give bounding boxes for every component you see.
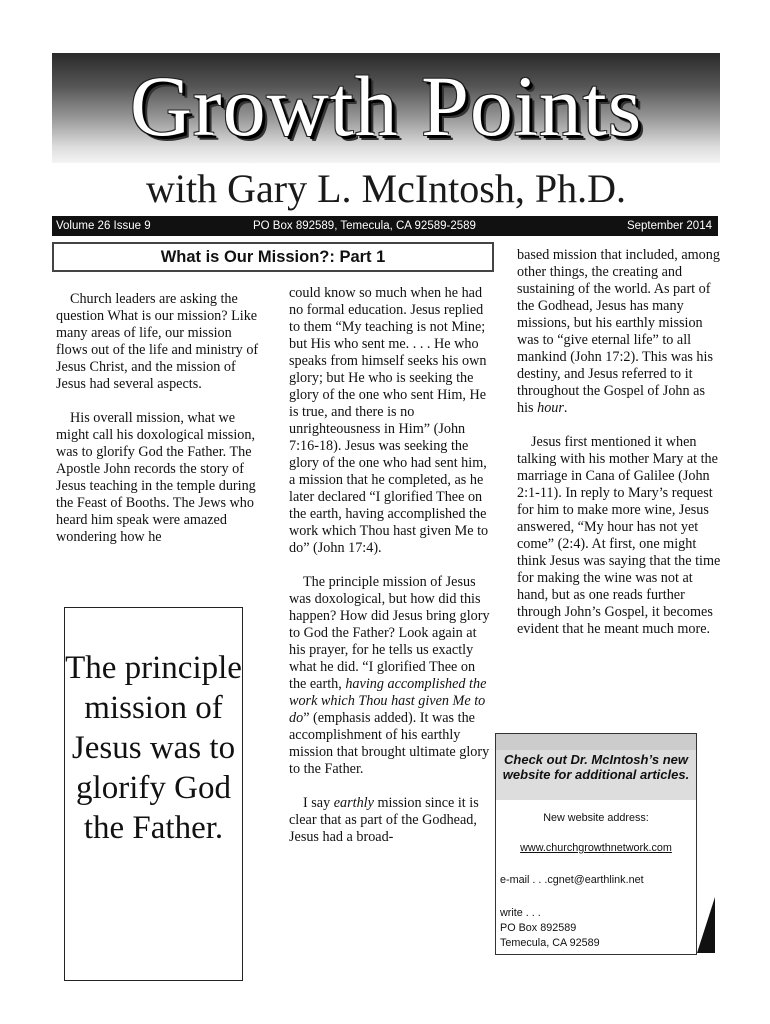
paragraph: could know so much when he had no formal education. Jesus replied to them “My teaching is not Mine; but His who sent me. . . . He who speaks from himself seeks his own glory; but He who is seeking the glory of the one who sent Him, He is true, and there is no unrighteousness in Him” (John 7:16-18). Jesus was seeking the glory of the one who had sent him, a mission that he completed, as he later declared “I glorified Thee on the earth, having accomplished the work which Thou hast given Me to do” (John 17:4). [289,285,489,556]
issue-date: September 2014 [626,220,712,232]
paragraph [517,247,722,417]
author-byline: with Gary L. McIntosh, Ph.D. [146,166,626,211]
text-span: The principle mission of Jesus was doxological, but how did this happen? How did Jesus bring glory to God the Father? Look again at his prayer, for he tells us exactly what he did. “I glorified Thee on the earth, [289,574,490,692]
website-label: New website address: [543,812,649,824]
website-url-link[interactable]: www.churchgrowthnetwork.com [520,842,672,854]
article-column-2 [289,285,494,846]
italic-text: hour [537,400,564,416]
issue-volume: Volume 26 Issue 9 [56,220,151,232]
italic-text: earthly [333,795,374,811]
text-span: I say [303,795,334,811]
newsletter-title: Growth Points [129,58,643,154]
text-span: ” (emphasis added). It was the accomplishment of his earthly mission that brought ultimate glory to the Father. [289,710,490,777]
website-info-box [495,733,697,955]
paragraph: Jesus first mentioned it when talking with his mother Mary at the marriage in Cana of Galilee (John 2:1-11). In reply to Mary’s request for him to make more wine, Jesus answered, “My hour has not yet come” (2:4). At first, one might think Jesus was saying that the time for making the wine was not at hand, but as one reads further through John’s Gospel, it becomes evident that he meant much more. [517,434,721,637]
paragraph: Church leaders are asking the question What is our mission? Like many areas of life, our mission flows out of the life and ministry of Jesus Christ, and the mission of Jesus had several aspects. [56,291,259,392]
po-box: PO Box 892589 [500,922,577,934]
article-column-3 [517,247,722,638]
masthead-banner [52,53,720,163]
write-label: write . . . [500,907,541,919]
mailing-address [500,906,700,951]
text-span: based mission that included, among other things, the creating and sustaining of the world. As part of the Godhead, Jesus has many missions, but his earthly mission was to “give eternal life” to all mankind (John 17:2). This was his destiny, and Jesus referred to it throughout the Gospel of John as his [517,247,720,416]
italic-text: having accomplished the work which Thou hast given Me to do [289,676,487,726]
box-top-band [496,734,696,750]
text-span: . [563,400,568,416]
text-span: mission since it is clear that as part of the Godhead, Jesus had a broad- [289,795,479,845]
issue-address: PO Box 892589, Temecula, CA 92589-2589 [253,220,476,232]
email-address[interactable]: e-mail . . .cgnet@earthlink.net [500,874,644,886]
paragraph [289,795,494,846]
issue-info-bar [52,216,718,236]
paragraph [289,574,494,778]
website-box-heading: Check out Dr. McIntosh’s new website for additional articles. [496,750,696,800]
article-title: What is Our Mission?: Part 1 [52,242,494,272]
pull-quote: The principle mission of Jesus was to glorify God the Father. [64,607,243,981]
article-column-1 [56,291,262,546]
city-line: Temecula, CA 92589 [500,937,600,949]
paragraph: His overall mission, what we might call his doxological mission, was to glorify God the Father. The Apostle John records the story of Jesus teaching in the temple during the Feast of Booths. The Jews who heard him speak were amazed wondering how he [56,410,256,545]
